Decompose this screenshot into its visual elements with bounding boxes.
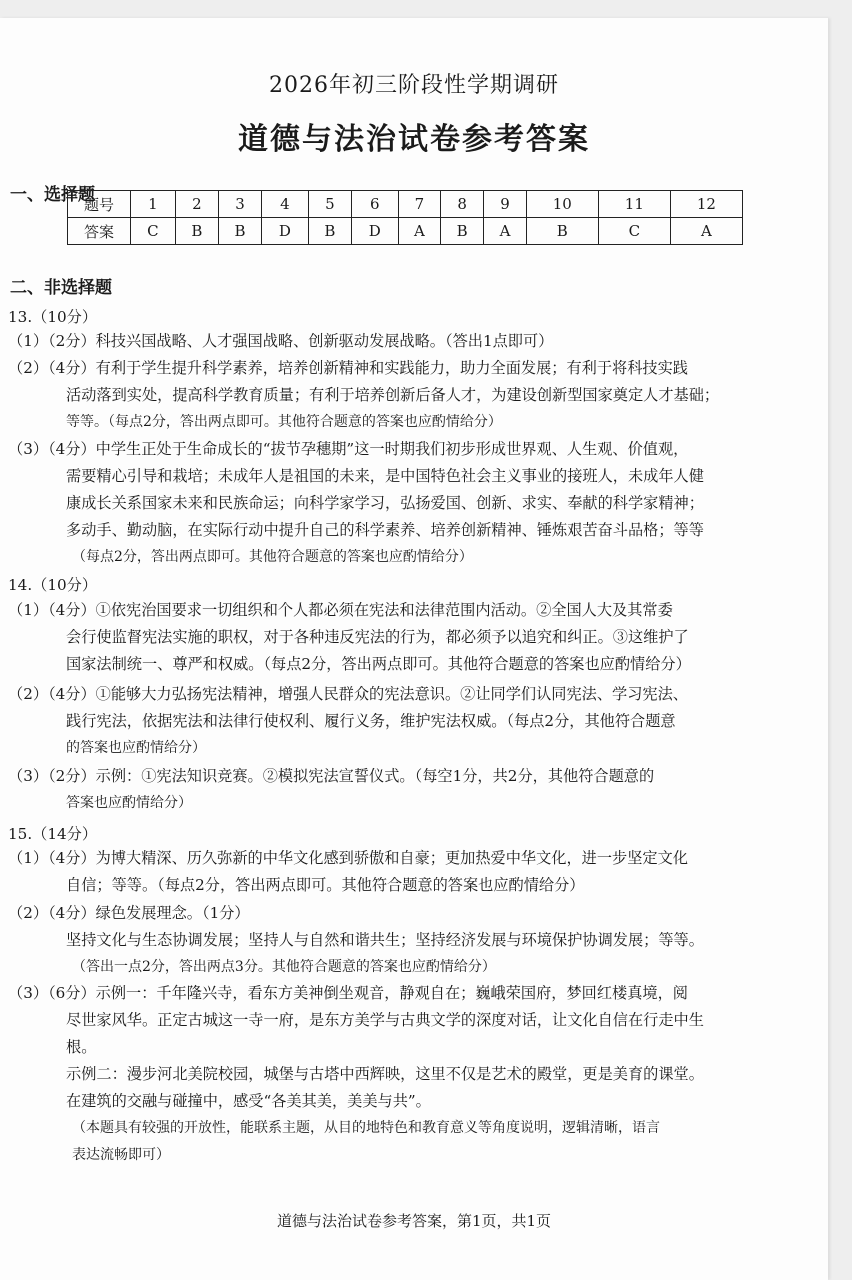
text-line: （每点2分，答出两点即可。其他符合题意的答案也应酌情给分） (72, 549, 473, 565)
table-cell: 6 (351, 191, 398, 218)
text-line: 坚持文化与生态协调发展；坚持人与自然和谐共生；坚持经济发展与环境保护协调发展；等等。 (66, 931, 704, 949)
text-line: 尽世家风华。正定古城这一寺一府，是东方美学与古典文学的深度对话，让文化自信在行走中生 (66, 1011, 704, 1029)
text-line: （1）（4分）①依宪治国要求一切组织和个人都必须在宪法和法律范围内活动。②全国人大及其常委 (8, 601, 673, 619)
table-cell: C (131, 218, 176, 245)
text-line: （3）（6分）示例一：千年隆兴寺，看东方美神倒坐观音，静观自在；巍峨荣国府，梦回红楼真境，阅 (8, 984, 688, 1002)
q14-answer-1 (8, 597, 808, 678)
text-line: （1）（2分）科技兴国战略、人才强国战略、创新驱动发展战略。（答出1点即可） (8, 332, 554, 350)
text-line: （2）（4分）绿色发展理念。（1分） (8, 904, 250, 922)
text-line: （本题具有较强的开放性，能联系主题，从目的地特色和教育意义等角度说明，逻辑清晰，语言 (72, 1120, 660, 1136)
exam-title: 2026年初三阶段性学期调研 (269, 73, 559, 98)
q15-answer-2 (8, 900, 808, 981)
q15-answer-3 (8, 980, 808, 1169)
section-heading-choice: 一、选择题 (10, 185, 95, 205)
table-cell: 10 (526, 191, 598, 218)
table-cell: A (484, 218, 526, 245)
q14-answer-3 (8, 763, 808, 817)
table-cell: D (262, 218, 309, 245)
question-14-heading: 14.（10分） (8, 576, 98, 594)
text-line: 多动手、勤动脑，在实际行动中提升自己的科学素养、培养创新精神、锤炼艰苦奋斗品格；等等 (66, 521, 704, 539)
table-cell: 9 (484, 191, 526, 218)
table-cell: B (441, 218, 484, 245)
text-line: （1）（4分）为博大精深、历久弥新的中华文化感到骄傲和自豪；更加热爱中华文化，进一步坚定文化 (8, 849, 688, 867)
text-line: 需要精心引导和栽培；未成年人是祖国的未来，是中国特色社会主义事业的接班人，未成年人健 (66, 467, 704, 485)
row-label: 题号 (68, 191, 131, 218)
text-line: （3）（4分）中学生正处于生命成长的“拔节孕穗期”这一时期我们初步形成世界观、人生观、价值观， (8, 440, 689, 458)
table-cell: 2 (175, 191, 218, 218)
question-13-heading: 13.（10分） (8, 308, 98, 326)
question-15-heading: 15.（14分） (8, 825, 98, 843)
table-cell: B (526, 218, 598, 245)
text-line: 在建筑的交融与碰撞中，感受“各美其美，美美与共”。 (66, 1092, 431, 1110)
text-line: 表达流畅即可） (72, 1147, 170, 1163)
text-line: 示例二：漫步河北美院校园，城堡与古塔中西辉映，这里不仅是艺术的殿堂，更是美育的课堂。 (66, 1065, 704, 1083)
text-line: （答出一点2分，答出两点3分。其他符合题意的答案也应酌情给分） (72, 959, 496, 975)
text-line: 会行使监督宪法实施的职权，对于各种违反宪法的行为，都必须予以追究和纠正。③这维护了 (66, 628, 689, 646)
table-cell: 11 (598, 191, 670, 218)
answer-sheet-page (0, 18, 828, 1280)
table-cell: 5 (308, 191, 351, 218)
table-cell: C (598, 218, 670, 245)
page-footer: 道德与法治试卷参考答案，第1页，共1页 (276, 1212, 552, 1230)
q13-answer-2 (8, 355, 808, 436)
table-cell: 7 (398, 191, 440, 218)
text-line: 活动落到实处，提高科学教育质量；有利于培养创新后备人才，为建设创新型国家奠定人才基础； (66, 386, 720, 404)
text-line: 自信；等等。（每点2分，答出两点即可。其他符合题意的答案也应酌情给分） (66, 876, 585, 894)
document-title: 道德与法治试卷参考答案 (238, 122, 590, 157)
text-line: （3）（2分）示例：①宪法知识竞赛。②模拟宪法宣誓仪式。（每空1分，共2分，其他符合题意的 (8, 767, 655, 785)
text-line: 答案也应酌情给分） (66, 795, 192, 811)
table-cell: A (398, 218, 440, 245)
text-line: 根。 (66, 1038, 97, 1056)
q15-answer-1 (8, 845, 808, 899)
table-cell: A (670, 218, 742, 245)
text-line: （2）（4分）有利于学生提升科学素养，培养创新精神和实践能力，助力全面发展；有利于将科技实践 (8, 359, 688, 377)
text-line: 的答案也应酌情给分） (66, 740, 206, 756)
q14-answer-2 (8, 681, 808, 762)
table-cell: B (218, 218, 261, 245)
table-cell: 1 (131, 191, 176, 218)
section-heading-nonchoice: 二、非选择题 (10, 278, 112, 298)
table-cell: 3 (218, 191, 261, 218)
table-row-answers (68, 218, 743, 245)
q13-answer-3 (8, 436, 808, 571)
table-row-numbers (68, 191, 743, 218)
answer-table (67, 190, 743, 245)
table-cell: 4 (262, 191, 309, 218)
q13-answer-1 (8, 328, 808, 355)
table-cell: B (175, 218, 218, 245)
text-line: 等等。（每点2分，答出两点即可。其他符合题意的答案也应酌情给分） (66, 414, 502, 430)
text-line: 康成长关系国家未来和民族命运；向科学家学习，弘扬爱国、创新、求实、奉献的科学家精神； (66, 494, 704, 512)
table-cell: B (308, 218, 351, 245)
table-cell: D (351, 218, 398, 245)
table-cell: 12 (670, 191, 742, 218)
row-label: 答案 (68, 218, 131, 245)
text-line: 国家法制统一、尊严和权威。（每点2分，答出两点即可。其他符合题意的答案也应酌情给分） (66, 655, 691, 673)
table-cell: 8 (441, 191, 484, 218)
text-line: （2）（4分）①能够大力弘扬宪法精神，增强人民群众的宪法意识。②让同学们认同宪法、学习宪法、 (8, 685, 688, 703)
text-line: 践行宪法，依据宪法和法律行使权利、履行义务，维护宪法权威。（每点2分，其他符合题意 (66, 712, 676, 730)
